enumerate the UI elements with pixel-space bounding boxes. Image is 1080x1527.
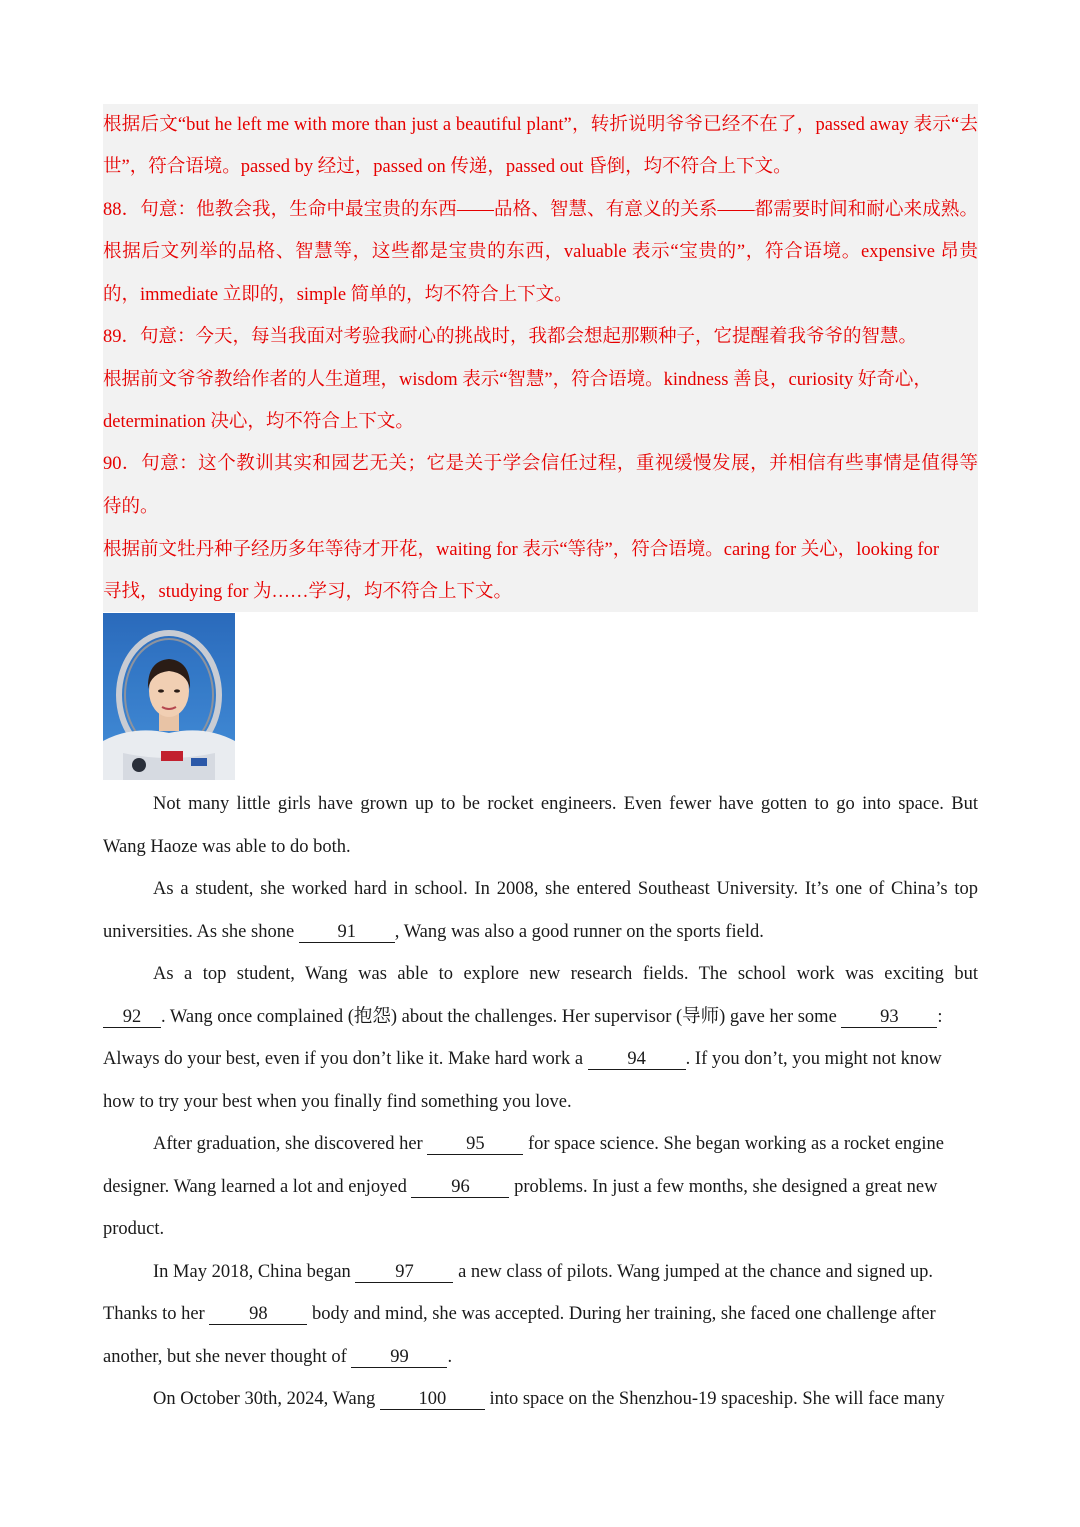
passage-text: . Wang once complained (抱怨) about the challenges. Her supervisor (导师) gave her some bbox=[161, 1007, 842, 1027]
answer-explanation-box bbox=[103, 104, 978, 612]
blank-95: 95 bbox=[427, 1134, 523, 1155]
passage-line: Wang Haoze was able to do both. bbox=[103, 837, 351, 857]
passage-text: . If you don’t, you might not know bbox=[685, 1049, 942, 1069]
passage-line: As a student, she worked hard in school. In 2008, she entered Southeast University. It’s one of China’s top bbox=[153, 879, 978, 899]
blank-97: 97 bbox=[355, 1262, 453, 1283]
passage-text: In May 2018, China began bbox=[153, 1262, 356, 1282]
passage-line bbox=[103, 1175, 978, 1199]
answer-line: 90．句意：这个教训其实和园艺无关；它是关于学会信任过程，重视缓慢发展，并相信有些事情是值得等 bbox=[103, 454, 978, 474]
passage-text: designer. Wang learned a lot and enjoyed bbox=[103, 1177, 412, 1197]
blank-98: 98 bbox=[209, 1304, 307, 1325]
passage-text: Always do your best, even if you don’t like it. Make hard work a bbox=[103, 1049, 588, 1069]
passage-text: another, but she never thought of bbox=[103, 1347, 352, 1367]
blank-92: 92 bbox=[103, 1007, 161, 1028]
passage-text: problems. In just a few months, she designed a great new bbox=[509, 1177, 938, 1197]
passage-text: On October 30th, 2024, Wang bbox=[153, 1389, 380, 1409]
passage-line: As a top student, Wang was able to explore new research fields. The school work was exciting but bbox=[153, 964, 978, 984]
passage-line bbox=[153, 1132, 978, 1156]
blank-94: 94 bbox=[588, 1049, 686, 1070]
passage-line bbox=[103, 1047, 978, 1071]
answer-line: 待的。 bbox=[103, 497, 159, 517]
passage-text: for space science. She began working as a rocket engine bbox=[523, 1134, 945, 1154]
astronaut-portrait bbox=[103, 613, 235, 780]
passage-text: After graduation, she discovered her bbox=[153, 1134, 428, 1154]
passage-line bbox=[153, 1387, 978, 1411]
astronaut-portrait-image bbox=[103, 613, 235, 780]
answer-line: 根据前文牡丹种子经历多年等待才开花，waiting for 表示“等待”，符合语境。caring for 关心，looking for bbox=[103, 540, 940, 560]
passage-line bbox=[103, 1345, 978, 1369]
passage-line bbox=[153, 1260, 978, 1284]
answer-line: 根据前文爷爷教给作者的人生道理，wisdom 表示“智慧”，符合语境。kindness 善良，curiosity 好奇心， bbox=[103, 370, 932, 390]
answer-line: 89．句意：今天，每当我面对考验我耐心的挑战时，我都会想起那颗种子，它提醒着我爷爷的智慧。 bbox=[103, 327, 918, 347]
passage-line bbox=[103, 1302, 978, 1326]
passage-line: product. bbox=[103, 1219, 165, 1239]
passage-text: : bbox=[937, 1007, 943, 1027]
passage-text: a new class of pilots. Wang jumped at the chance and signed up. bbox=[453, 1262, 933, 1282]
passage-text: universities. As she shone bbox=[103, 922, 299, 942]
answer-line: 世”，符合语境。passed by 经过，passed on 传递，passed out 昏倒，均不符合上下文。 bbox=[103, 157, 792, 177]
passage-line: Not many little girls have grown up to be rocket engineers. Even fewer have gotten to go into space. But bbox=[153, 794, 978, 814]
passage-line: how to try your best when you finally find something you love. bbox=[103, 1092, 572, 1112]
blank-99: 99 bbox=[351, 1347, 447, 1368]
answer-line: 的，immediate 立即的，simple 简单的，均不符合上下文。 bbox=[103, 285, 573, 305]
answer-line: 寻找，studying for 为……学习，均不符合上下文。 bbox=[103, 582, 513, 602]
blank-91: 91 bbox=[299, 922, 395, 943]
blank-100: 100 bbox=[380, 1389, 485, 1410]
answer-line: 根据后文“but he left me with more than just a beautiful plant”，转折说明爷爷已经不在了，passed away 表示“去 bbox=[103, 115, 978, 135]
blank-96: 96 bbox=[411, 1177, 509, 1198]
passage-line bbox=[103, 1005, 978, 1029]
passage-text: . bbox=[447, 1347, 453, 1367]
blank-93: 93 bbox=[841, 1007, 937, 1028]
answer-line: 88．句意：他教会我，生命中最宝贵的东西——品格、智慧、有意义的关系——都需要时间和耐心来成熟。 bbox=[103, 200, 978, 220]
answer-line: 根据后文列举的品格、智慧等，这些都是宝贵的东西，valuable 表示“宝贵的”，符合语境。expensive 昂贵 bbox=[103, 242, 978, 262]
answer-line: determination 决心，均不符合上下文。 bbox=[103, 412, 414, 432]
passage-text: Thanks to her bbox=[103, 1304, 210, 1324]
passage-text: body and mind, she was accepted. During her training, she faced one challenge after bbox=[307, 1304, 936, 1324]
passage-text: , Wang was also a good runner on the sports field. bbox=[394, 922, 764, 942]
passage-line bbox=[103, 920, 978, 944]
passage-text: into space on the Shenzhou-19 spaceship. She will face many bbox=[484, 1389, 945, 1409]
